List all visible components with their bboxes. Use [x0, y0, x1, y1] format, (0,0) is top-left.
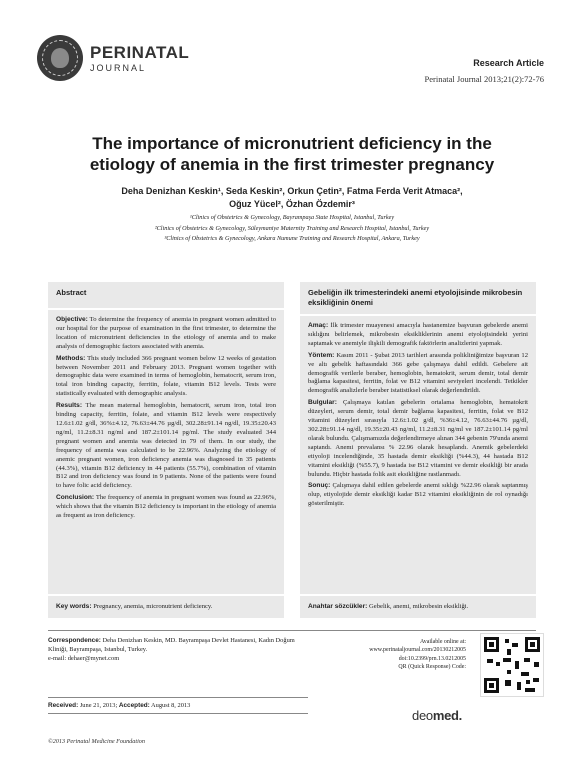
- journal-reference: Perinatal Journal 2013;21(2):72-76: [424, 74, 544, 84]
- abstract-heading: Abstract: [48, 282, 284, 310]
- abstract-objective: Objective: To determine the frequency of anemia in pregnant women admitted to our hospital for the purpose of examination in the first trimester, to determine the location of micronutrient deficiencies in the etiology of anemia and to make analysis of demographic factors associated with anemia.: [56, 316, 277, 350]
- article-type: Research Article: [473, 58, 544, 68]
- copyright-foundation: ©2013 Perinatal Medicine Foundation: [48, 738, 145, 745]
- footer-divider: [48, 630, 536, 631]
- dates-divider: [48, 697, 308, 698]
- affiliation-1: ¹Clinics of Obstetrics & Gynecology, Bayrampaşa State Hospital, Istanbul, Turkey: [189, 214, 395, 221]
- online-availability: Available online at: www.perinataljournal.com/20130212005 doi:10.2399/prn.13.0212005 QR (Quick Response) Code:: [369, 639, 466, 670]
- abstract-turkish: [300, 282, 536, 618]
- abstract-methods: Methods: This study included 366 pregnant women below 12 weeks of gestation between November 2011 and February 2013. Pregnant women together with demographic data were examined in terms of hemoglobin, hematocrit, serum iron, total iron binding capacity, ferritin, folate, vitamin B12 levels. Tests were statistically evaluated with demographic analysis.: [56, 354, 276, 398]
- paper-title: [40, 133, 544, 175]
- ozet-bulgular: Bulgular: Çalışmaya katılan gebelerin ortalama hemoglobin, hematokrit düzeyleri, serum demir, total demir bağlama kapasitesi, ferritin, folat ve B12 vitamini düzeyleri sırasıyla 12.6±1.02 g/dl, %36±4.12, 76.63±44.76 µg/dl, 302.28±91.14 ng/dl, 19.35±20.43 ng/ml, 11.2±8.31 ng/ml ve 187.2±101.14 pg/ml olarak bulundu. Çalışmamızda değerlendirmeye alınan 344 gebenin 79'unda anemi saptandı. Anemi prevalansı % 22.96 olarak hesaplandı. Anemik gebelerdeki etiyoloji incelendiğinde, 35 hastada demir eksikliği (%44.3), 44 hastada B12 vitamini eksikliği (%55.7), 9 hastada ise B12 vitamini ve demir eksikliği bir arada bulundu. Hiçbir hastada folik asit eksikliğine rastlanmadı.: [308, 399, 528, 478]
- dates-divider-bottom: [48, 713, 308, 714]
- logo-main-text: PERINATAL: [90, 42, 190, 62]
- abstract-results: Results: The mean maternal hemoglobin, hematocrit, serum iron, total iron binding capacity, ferritin, folate, and vitamin B12 levels were respectively 12.6±1.02 g/dl, 36%±4.12, 76.63±44.76 µg/dl, 302.28±91.14 ng/dl, 19.35±20.43 ng/ml, 11.2±8.31 ng/ml and 187.2±101.14 pg/ml. The study evaluated 344 pregnant women and anemia was detected in 79 of them. In our study, the frequency of anemia was calculated to be 22.96%. Analyzing the etiology of anemic pregnant women, iron deficiency anemia was diagnosed in 35 patients (44.3%), vitamin B12 deficiency in 44 patients (55.7%), combination of vitamin B12 and iron deficiency was found in 9 patients. None of the patients were found to have folic acid deficiency.: [56, 402, 277, 490]
- doi: doi:10.2399/prn.13.0212005: [398, 655, 466, 662]
- ozet-keywords: Anahtar sözcükler: Gebelik, anemi, mikrobesin eksikliği.: [300, 594, 536, 618]
- correspondence-email: e-mail: dehaer@mynet.com: [48, 655, 120, 662]
- publisher-logo: deomed.: [412, 708, 462, 723]
- received-accepted-dates: Received: June 21, 2013; Accepted: August 8, 2013: [48, 702, 191, 709]
- abstract-keywords: Key words: Pregnancy, anemia, micronutrient deficiency.: [48, 594, 284, 618]
- journal-seal-icon: [37, 35, 83, 81]
- affiliations: [50, 213, 534, 245]
- affiliation-2: ²Clinics of Obstetrics & Gynecology, Süleymaniye Maternity Training and Research Hospital, Istanbul, Turkey: [154, 224, 430, 232]
- affiliation-3: ³Clinics of Obstetrics & Gynecology, Ankara Numune Training and Research Hospital, Ankara, Turkey: [164, 235, 420, 242]
- qr-code-icon: [480, 633, 544, 697]
- author-list: [50, 185, 534, 211]
- journal-url[interactable]: www.perinataljournal.com/20130212005: [369, 647, 466, 654]
- ozet-yontem: Yöntem: Kasım 2011 - Şubat 2013 tarihleri arasında polikliniğimize başvuran 12 ve altı gebelik haftasındaki 366 gebe çalışmaya dahil edildi. Gebelere ait demografik verilerle beraber, hemoglobin, hematokrit, serum demir, total demir bağlama kapasitesi, ferritin, folat ve B12 vitamini seviyeleri incelendi. Tetkikler demografik analizlerle beraber istatistiksel olarak değerlendirildi.: [308, 351, 528, 395]
- correspondence: Correspondence: Deha Denizhan Keskin, MD. Bayrampaşa Devlet Hastanesi, Kadın Doğum Kliniği, Bayrampaşa, Istanbul, Turkey. e-mail: dehaer@mynet.com: [48, 637, 295, 662]
- abstract-english: [48, 282, 284, 618]
- title-line-1: The importance of micronutrient deficiency in the: [92, 134, 492, 153]
- ozet-amac: Amaç: İlk trimester muayenesi amacıyla hastanemize başvuran gebelerde anemi sıklığını belirlemek, mikrobesin eksikliklerinin anemi etyolojisindeki yerini saptamak ve anemiyle ilişkili demografik faktörlerin analizlerini yapmak.: [308, 322, 528, 347]
- abstract-conclusion: Conclusion: The frequency of anemia in pregnant women was found as 22.96%, which shows that the vitamin B12 deficiency is important in the etiology of anemia as frequent as iron deficiency.: [56, 494, 277, 520]
- title-line-2: etiology of anemia in the first trimester pregnancy: [89, 155, 495, 174]
- logo-sub-text: JOURNAL: [90, 62, 147, 73]
- ozet-sonuc: Sonuç: Çalışmaya dahil edilen gebelerde anemi sıklığı %22.96 olarak saptanmış olup, etiyolojide demir eksikliği kadar B12 vitamini eksikliğinin de rol oynadığı gösterilmiştir.: [308, 482, 528, 508]
- ozet-heading: Gebeliğin ilk trimesterindeki anemi etyolojisinde mikrobesin eksikliğinin önemi: [300, 282, 536, 316]
- journal-logo: [37, 35, 189, 81]
- authors-line-2: Oğuz Yücel², Özhan Özdemir³: [229, 199, 355, 209]
- authors-line-1: Deha Denizhan Keskin¹, Seda Keskin², Orkun Çetin², Fatma Ferda Verit Atmaca²,: [121, 186, 463, 196]
